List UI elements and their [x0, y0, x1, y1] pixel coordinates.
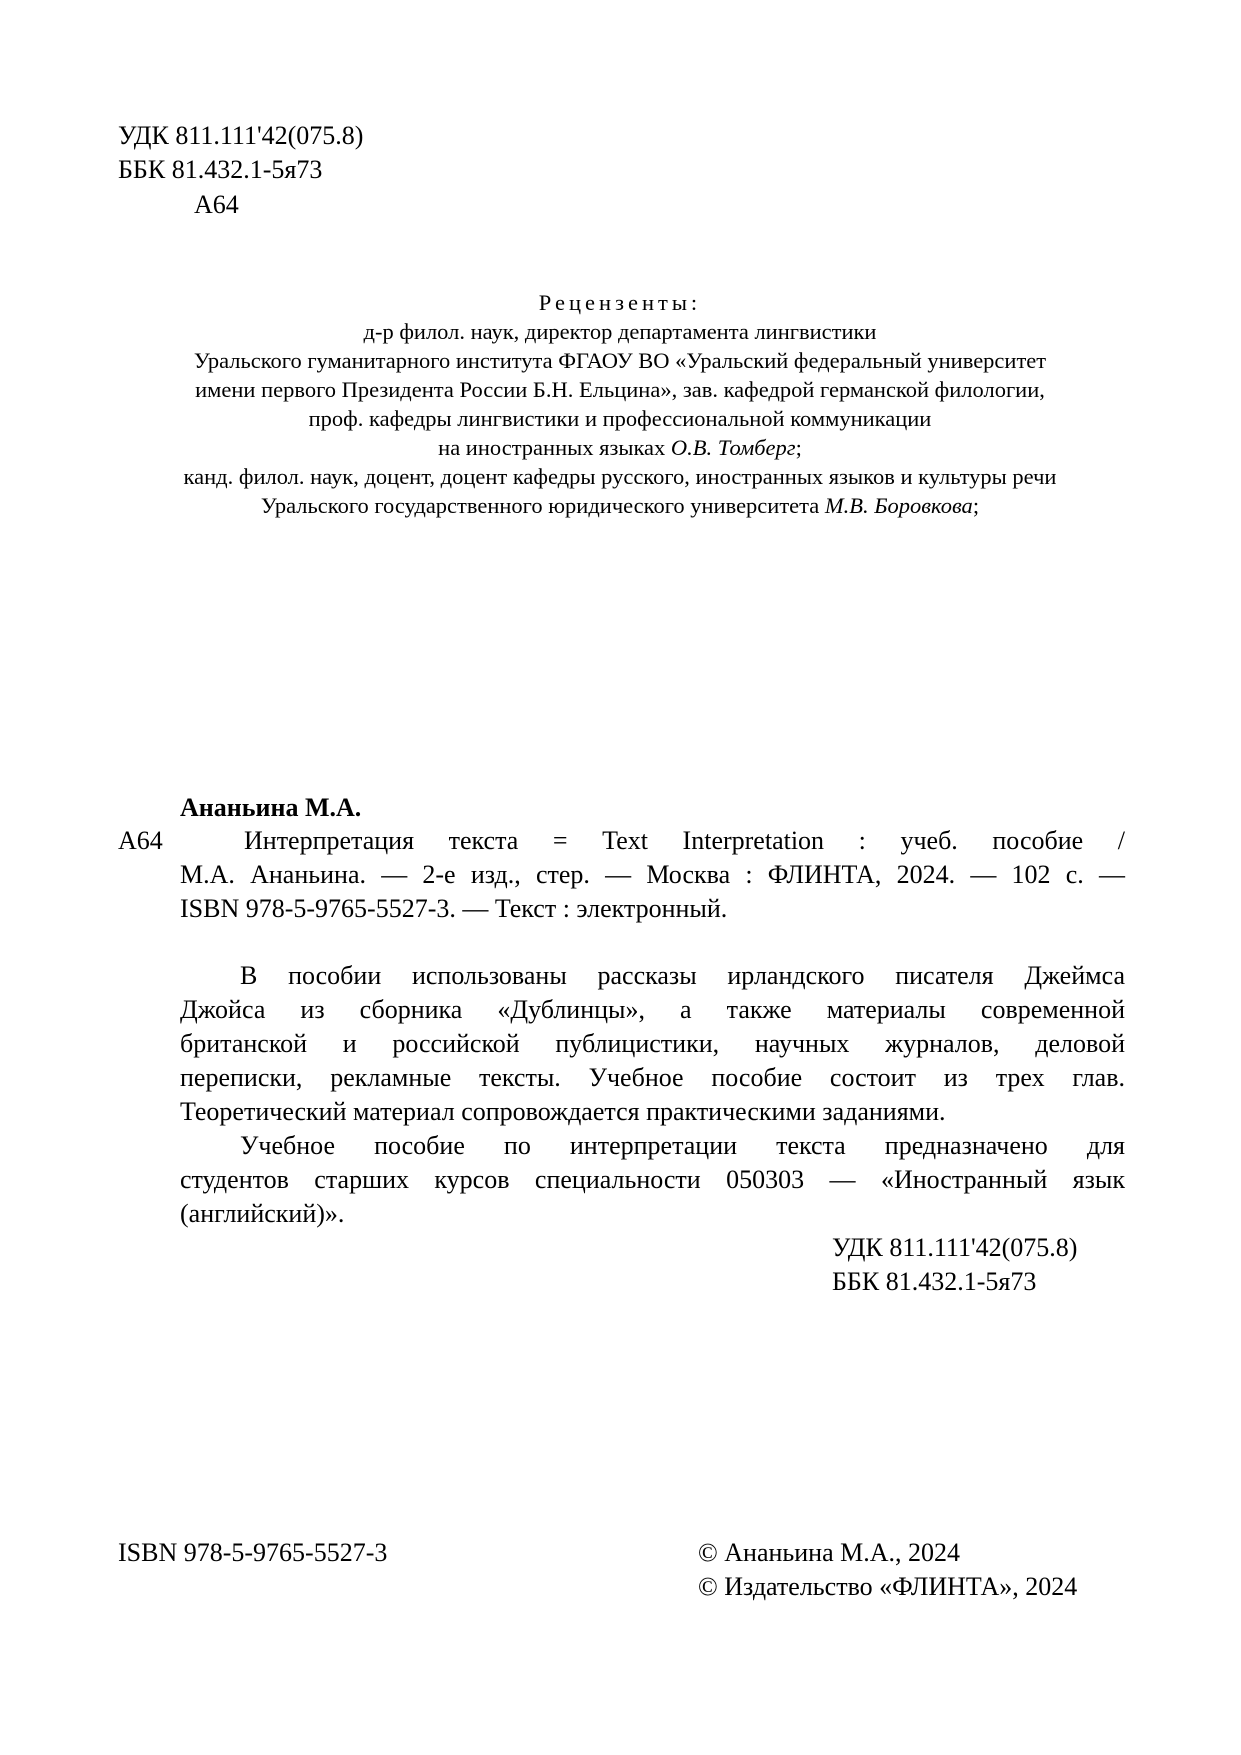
- reviewer-1-line-5: [100, 433, 1140, 462]
- abstract-line: студентов старших курсов специальности 050303 — «Иностранный язык: [180, 1165, 1125, 1194]
- reviewer-1-line-2: Уральского гуманитарного института ФГАОУ ВО «Уральский федеральный университет: [193, 348, 1047, 373]
- abstract-line: Теоретический материал сопровождается практическими заданиями.: [180, 1097, 946, 1126]
- bib-author-mark: А64: [118, 826, 163, 855]
- reviewer-2-line-2: [100, 491, 1140, 520]
- reviewer-1-affiliation-end: на иностранных языках: [438, 435, 671, 460]
- reviewers-block: [100, 288, 1140, 520]
- reviewer-1-punct: ;: [795, 435, 802, 460]
- copyright-author: © Ананьина М.А., 2024: [698, 1538, 961, 1567]
- reviewer-2-affiliation-end: Уральского государственного юридического университета: [260, 493, 825, 518]
- reviewer-1-line-4: проф. кафедры лингвистики и профессиональной коммуникации: [308, 406, 932, 431]
- bbk-code: ББК 81.432.1-5я73: [118, 155, 323, 184]
- udk-code: УДК 811.111'42(075.8): [118, 121, 364, 150]
- reviewers-title: Рецензенты:: [538, 290, 702, 315]
- bib-author: Ананьина М.А.: [180, 793, 362, 822]
- footer-udk-code: УДК 811.111'42(075.8): [832, 1233, 1078, 1262]
- bib-line-1: Интерпретация текста = Text Interpretation : учеб. пособие /: [244, 826, 1125, 855]
- reviewer-2-line-1: канд. филол. наук, доцент, доцент кафедры русского, иностранных языков и культуры речи: [183, 464, 1057, 489]
- isbn: ISBN 978-5-9765-5527-3: [118, 1538, 388, 1567]
- abstract-line: (английский)».: [180, 1199, 345, 1228]
- reviewer-2-name: М.В. Боровкова: [824, 493, 973, 518]
- author-mark: А64: [194, 190, 239, 219]
- bib-line-3: ISBN 978-5-9765-5527-3. — Текст : электронный.: [180, 894, 728, 923]
- abstract-line: переписки, рекламные тексты. Учебное пособие состоит из трех глав.: [180, 1063, 1125, 1092]
- bib-line-2: М.А. Ананьина. — 2-е изд., стер. — Москва : ФЛИНТА, 2024. — 102 с. —: [180, 860, 1125, 889]
- abstract-line: В пособии использованы рассказы ирландского писателя Джеймса: [240, 961, 1125, 990]
- reviewer-1-line-3: имени первого Президента России Б.Н. Ельцина», зав. кафедрой германской филологии,: [195, 377, 1045, 402]
- copyright-publisher: © Издательство «ФЛИНТА», 2024: [698, 1572, 1078, 1601]
- abstract-line: Джойса из сборника «Дублинцы», а также материалы современной: [180, 995, 1125, 1024]
- abstract-line: британской и российской публицистики, научных журналов, деловой: [180, 1029, 1125, 1058]
- footer-bbk-code: ББК 81.432.1-5я73: [832, 1267, 1037, 1296]
- abstract-line: Учебное пособие по интерпретации текста предназначено для: [240, 1131, 1125, 1160]
- reviewer-1-name: О.В. Томберг: [670, 435, 796, 460]
- reviewer-2-punct: ;: [972, 493, 980, 518]
- reviewer-1-line-1: д-р филол. наук, директор департамента лингвистики: [363, 319, 877, 344]
